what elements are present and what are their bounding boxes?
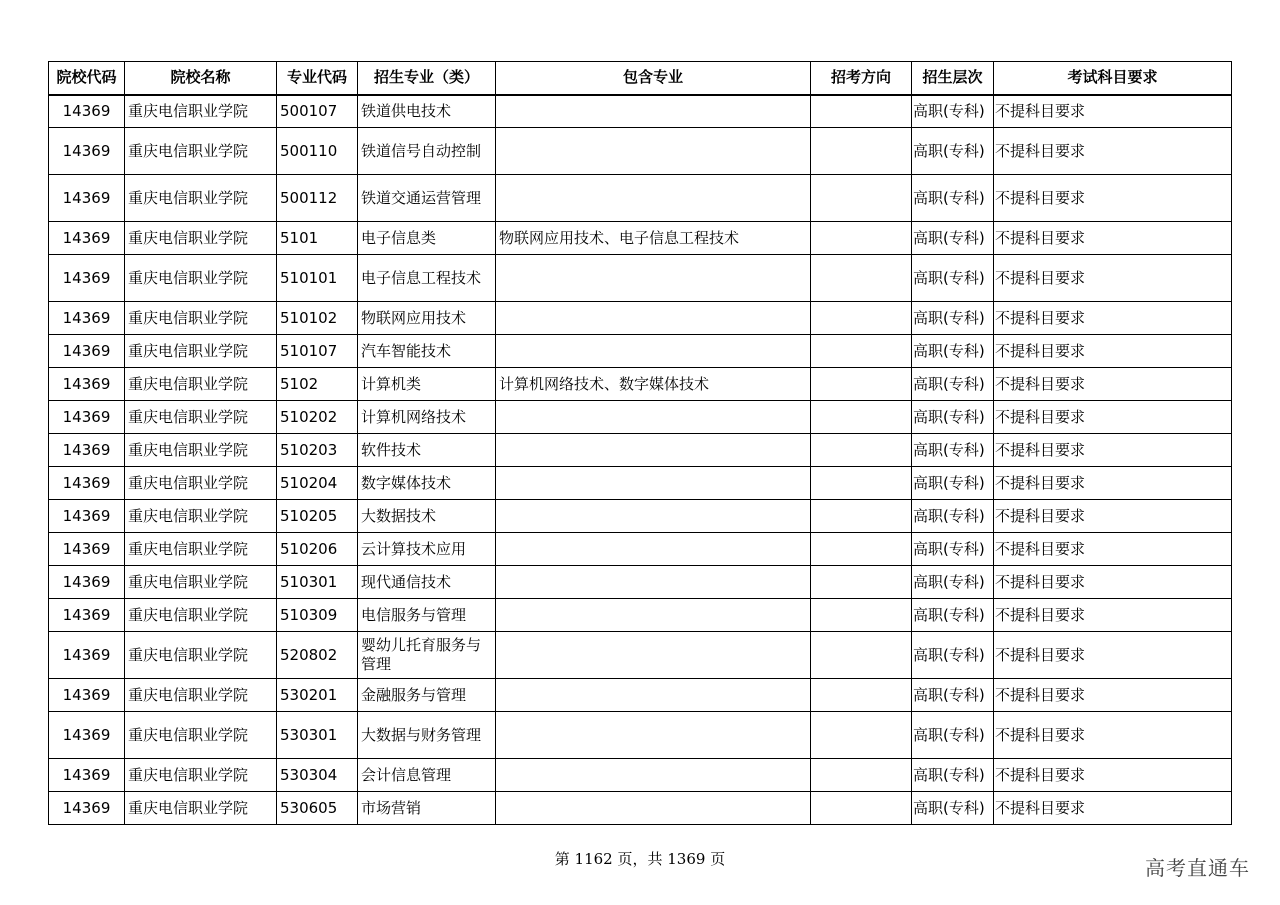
subject-requirement-cell: 不提科目要求 <box>994 335 1232 368</box>
table-row <box>49 128 1232 175</box>
level-cell: 高职(专科) <box>912 679 994 712</box>
subject-requirement-cell: 不提科目要求 <box>994 255 1232 302</box>
major-code-cell: 510107 <box>277 335 358 368</box>
table-row <box>49 368 1232 401</box>
direction-cell <box>811 467 912 500</box>
school-name-cell: 重庆电信职业学院 <box>125 434 277 467</box>
included-majors-cell <box>496 533 811 566</box>
header-school-code: 院校代码 <box>49 62 125 95</box>
major-code-cell: 510101 <box>277 255 358 302</box>
level-cell: 高职(专科) <box>912 599 994 632</box>
major-cell: 大数据与财务管理 <box>358 712 496 759</box>
school-name-cell: 重庆电信职业学院 <box>125 128 277 175</box>
major-code-cell: 520802 <box>277 632 358 679</box>
subject-requirement-cell: 不提科目要求 <box>994 401 1232 434</box>
subject-requirement-cell: 不提科目要求 <box>994 368 1232 401</box>
level-cell: 高职(专科) <box>912 632 994 679</box>
subject-requirement-cell: 不提科目要求 <box>994 533 1232 566</box>
major-cell: 计算机类 <box>358 368 496 401</box>
level-cell: 高职(专科) <box>912 759 994 792</box>
header-subject-requirement: 考试科目要求 <box>994 62 1232 95</box>
direction-cell <box>811 175 912 222</box>
level-cell: 高职(专科) <box>912 175 994 222</box>
direction-cell <box>811 500 912 533</box>
page-number: 第 1162 页，共 1369 页 <box>554 850 726 868</box>
admission-table <box>48 61 1232 825</box>
direction-cell <box>811 434 912 467</box>
school-name-cell: 重庆电信职业学院 <box>125 302 277 335</box>
direction-cell <box>811 302 912 335</box>
major-cell: 计算机网络技术 <box>358 401 496 434</box>
level-cell: 高职(专科) <box>912 368 994 401</box>
school-code-cell: 14369 <box>49 467 125 500</box>
school-code-cell: 14369 <box>49 302 125 335</box>
included-majors-cell: 计算机网络技术、数字媒体技术 <box>496 368 811 401</box>
school-name-cell: 重庆电信职业学院 <box>125 222 277 255</box>
school-code-cell: 14369 <box>49 792 125 825</box>
table-row <box>49 222 1232 255</box>
direction-cell <box>811 368 912 401</box>
school-code-cell: 14369 <box>49 368 125 401</box>
school-code-cell: 14369 <box>49 712 125 759</box>
major-code-cell: 510309 <box>277 599 358 632</box>
header-included-majors: 包含专业 <box>496 62 811 95</box>
major-code-cell: 510301 <box>277 566 358 599</box>
header-level: 招生层次 <box>912 62 994 95</box>
subject-requirement-cell: 不提科目要求 <box>994 467 1232 500</box>
table-row <box>49 792 1232 825</box>
school-code-cell: 14369 <box>49 128 125 175</box>
level-cell: 高职(专科) <box>912 128 994 175</box>
school-name-cell: 重庆电信职业学院 <box>125 368 277 401</box>
subject-requirement-cell: 不提科目要求 <box>994 599 1232 632</box>
school-name-cell: 重庆电信职业学院 <box>125 792 277 825</box>
school-code-cell: 14369 <box>49 566 125 599</box>
direction-cell <box>811 222 912 255</box>
header-direction: 招考方向 <box>811 62 912 95</box>
subject-requirement-cell: 不提科目要求 <box>994 222 1232 255</box>
major-cell: 电子信息类 <box>358 222 496 255</box>
included-majors-cell <box>496 175 811 222</box>
school-name-cell: 重庆电信职业学院 <box>125 632 277 679</box>
major-cell: 铁道交通运营管理 <box>358 175 496 222</box>
school-name-cell: 重庆电信职业学院 <box>125 401 277 434</box>
included-majors-cell <box>496 255 811 302</box>
level-cell: 高职(专科) <box>912 792 994 825</box>
included-majors-cell <box>496 632 811 679</box>
major-code-cell: 530605 <box>277 792 358 825</box>
included-majors-cell <box>496 95 811 128</box>
major-code-cell: 530304 <box>277 759 358 792</box>
included-majors-cell <box>496 335 811 368</box>
level-cell: 高职(专科) <box>912 95 994 128</box>
major-code-cell: 510204 <box>277 467 358 500</box>
table-row <box>49 434 1232 467</box>
table-row <box>49 679 1232 712</box>
level-cell: 高职(专科) <box>912 533 994 566</box>
table-row <box>49 759 1232 792</box>
included-majors-cell <box>496 302 811 335</box>
school-code-cell: 14369 <box>49 401 125 434</box>
school-code-cell: 14369 <box>49 759 125 792</box>
included-majors-cell <box>496 500 811 533</box>
major-cell: 市场营销 <box>358 792 496 825</box>
subject-requirement-cell: 不提科目要求 <box>994 566 1232 599</box>
table-row <box>49 712 1232 759</box>
school-code-cell: 14369 <box>49 500 125 533</box>
direction-cell <box>811 95 912 128</box>
major-code-cell: 5102 <box>277 368 358 401</box>
direction-cell <box>811 128 912 175</box>
included-majors-cell <box>496 467 811 500</box>
subject-requirement-cell: 不提科目要求 <box>994 679 1232 712</box>
subject-requirement-cell: 不提科目要求 <box>994 500 1232 533</box>
table-row <box>49 500 1232 533</box>
level-cell: 高职(专科) <box>912 302 994 335</box>
subject-requirement-cell: 不提科目要求 <box>994 632 1232 679</box>
school-code-cell: 14369 <box>49 434 125 467</box>
school-code-cell: 14369 <box>49 175 125 222</box>
school-name-cell: 重庆电信职业学院 <box>125 599 277 632</box>
level-cell: 高职(专科) <box>912 712 994 759</box>
direction-cell <box>811 335 912 368</box>
table-row <box>49 401 1232 434</box>
level-cell: 高职(专科) <box>912 566 994 599</box>
direction-cell <box>811 599 912 632</box>
subject-requirement-cell: 不提科目要求 <box>994 128 1232 175</box>
subject-requirement-cell: 不提科目要求 <box>994 759 1232 792</box>
major-cell: 现代通信技术 <box>358 566 496 599</box>
table-row <box>49 302 1232 335</box>
direction-cell <box>811 712 912 759</box>
table-row <box>49 95 1232 128</box>
level-cell: 高职(专科) <box>912 434 994 467</box>
included-majors-cell <box>496 792 811 825</box>
subject-requirement-cell: 不提科目要求 <box>994 95 1232 128</box>
school-code-cell: 14369 <box>49 222 125 255</box>
major-code-cell: 510205 <box>277 500 358 533</box>
school-name-cell: 重庆电信职业学院 <box>125 533 277 566</box>
school-name-cell: 重庆电信职业学院 <box>125 175 277 222</box>
subject-requirement-cell: 不提科目要求 <box>994 792 1232 825</box>
direction-cell <box>811 401 912 434</box>
major-code-cell: 530201 <box>277 679 358 712</box>
included-majors-cell: 物联网应用技术、电子信息工程技术 <box>496 222 811 255</box>
table-row <box>49 175 1232 222</box>
school-code-cell: 14369 <box>49 533 125 566</box>
level-cell: 高职(专科) <box>912 500 994 533</box>
included-majors-cell <box>496 679 811 712</box>
direction-cell <box>811 255 912 302</box>
major-code-cell: 500112 <box>277 175 358 222</box>
major-code-cell: 5101 <box>277 222 358 255</box>
major-code-cell: 500110 <box>277 128 358 175</box>
school-name-cell: 重庆电信职业学院 <box>125 500 277 533</box>
watermark-text: 高考直通车 <box>1145 856 1250 880</box>
level-cell: 高职(专科) <box>912 335 994 368</box>
header-major-code: 专业代码 <box>277 62 358 95</box>
school-name-cell: 重庆电信职业学院 <box>125 712 277 759</box>
major-code-cell: 510202 <box>277 401 358 434</box>
included-majors-cell <box>496 712 811 759</box>
major-cell: 大数据技术 <box>358 500 496 533</box>
major-cell: 数字媒体技术 <box>358 467 496 500</box>
major-cell: 电子信息工程技术 <box>358 255 496 302</box>
included-majors-cell <box>496 401 811 434</box>
major-cell: 电信服务与管理 <box>358 599 496 632</box>
table-row <box>49 566 1232 599</box>
major-code-cell: 530301 <box>277 712 358 759</box>
included-majors-cell <box>496 759 811 792</box>
major-cell: 会计信息管理 <box>358 759 496 792</box>
major-cell: 铁道供电技术 <box>358 95 496 128</box>
direction-cell <box>811 679 912 712</box>
school-name-cell: 重庆电信职业学院 <box>125 679 277 712</box>
subject-requirement-cell: 不提科目要求 <box>994 175 1232 222</box>
level-cell: 高职(专科) <box>912 401 994 434</box>
school-name-cell: 重庆电信职业学院 <box>125 335 277 368</box>
subject-requirement-cell: 不提科目要求 <box>994 712 1232 759</box>
major-cell: 金融服务与管理 <box>358 679 496 712</box>
major-cell: 汽车智能技术 <box>358 335 496 368</box>
major-code-cell: 510102 <box>277 302 358 335</box>
major-code-cell: 510203 <box>277 434 358 467</box>
included-majors-cell <box>496 599 811 632</box>
table-row <box>49 255 1232 302</box>
subject-requirement-cell: 不提科目要求 <box>994 434 1232 467</box>
level-cell: 高职(专科) <box>912 467 994 500</box>
major-code-cell: 510206 <box>277 533 358 566</box>
school-name-cell: 重庆电信职业学院 <box>125 255 277 302</box>
table-row <box>49 467 1232 500</box>
header-school-name: 院校名称 <box>125 62 277 95</box>
school-code-cell: 14369 <box>49 95 125 128</box>
table-row <box>49 599 1232 632</box>
major-cell: 物联网应用技术 <box>358 302 496 335</box>
included-majors-cell <box>496 128 811 175</box>
subject-requirement-cell: 不提科目要求 <box>994 302 1232 335</box>
table-row <box>49 533 1232 566</box>
direction-cell <box>811 533 912 566</box>
major-cell: 云计算技术应用 <box>358 533 496 566</box>
table-row <box>49 632 1232 679</box>
direction-cell <box>811 632 912 679</box>
major-cell: 铁道信号自动控制 <box>358 128 496 175</box>
school-name-cell: 重庆电信职业学院 <box>125 467 277 500</box>
level-cell: 高职(专科) <box>912 222 994 255</box>
major-code-cell: 500107 <box>277 95 358 128</box>
direction-cell <box>811 792 912 825</box>
level-cell: 高职(专科) <box>912 255 994 302</box>
major-cell: 婴幼儿托育服务与管理 <box>358 632 496 679</box>
table-header-row <box>49 62 1232 95</box>
school-code-cell: 14369 <box>49 255 125 302</box>
major-cell: 软件技术 <box>358 434 496 467</box>
included-majors-cell <box>496 434 811 467</box>
school-code-cell: 14369 <box>49 679 125 712</box>
school-code-cell: 14369 <box>49 599 125 632</box>
table-row <box>49 335 1232 368</box>
school-name-cell: 重庆电信职业学院 <box>125 95 277 128</box>
school-code-cell: 14369 <box>49 335 125 368</box>
direction-cell <box>811 759 912 792</box>
school-name-cell: 重庆电信职业学院 <box>125 759 277 792</box>
school-name-cell: 重庆电信职业学院 <box>125 566 277 599</box>
school-code-cell: 14369 <box>49 632 125 679</box>
header-major: 招生专业（类） <box>358 62 496 95</box>
included-majors-cell <box>496 566 811 599</box>
direction-cell <box>811 566 912 599</box>
